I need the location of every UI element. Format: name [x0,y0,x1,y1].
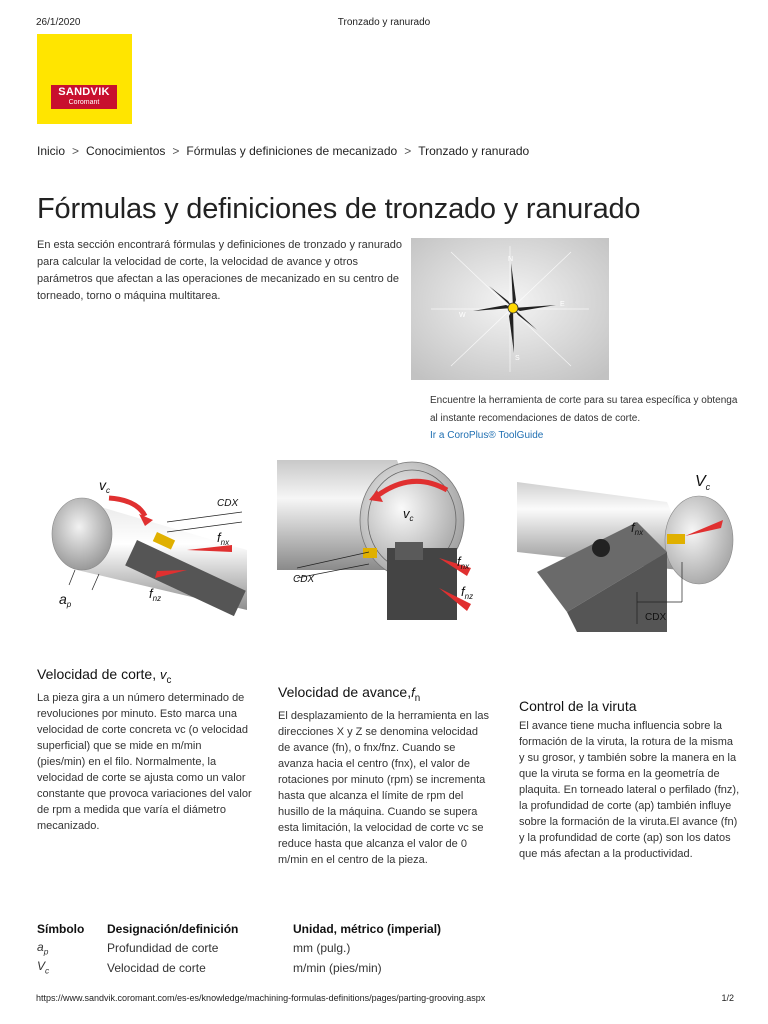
intro-text: En esta sección encontrará fórmulas y definiciones de tronzado y ranurado para calcular la velocidad de corte, la velocidad de avance y otros parámetros que afectan a las operaciones de mecanizado en su centro de torneado, torno o máquina multitarea. [37,239,403,302]
breadcrumb-item-inicio[interactable]: Inicio [37,144,66,158]
vc-label-main: v [99,477,106,493]
svg-text:vc [99,477,110,495]
table-cell-unit: m/min (pies/min) [293,960,382,975]
compass-w-label: W [459,312,466,319]
feed-speed-heading [278,684,490,704]
feed-speed-body: El desplazamiento de la herramienta en las direcciones X y Z se denomina velocidad de avance (fn), o fnx/fnz. Cuando se avanza hacia el centro (fnx), el valor de rotaciones por minuto (rpm) se incrementa hasta que alcanza el límite de rpm del husillo de la máquina. Cuando se supera esta limitación, la velocidad de corte vc se reduce hasta que alcanza el valor de 0 m/min en el centro de la pieza. [278,709,489,866]
feed-speed-diagram [277,460,487,630]
feed-speed-heading-text: Velocidad de avance, [278,684,412,700]
vc-label-sub: c [106,486,110,495]
sandvik-logo[interactable] [37,34,132,124]
chip-control-section [519,698,741,862]
vc-label-sub: c [409,514,414,523]
table-cell-definition: Profundidad de corte [107,941,219,956]
feed-speed-section [278,684,490,868]
breadcrumb-separator: > [404,144,412,158]
vc3-label-sub: c [705,482,711,492]
symbol-sub: p [43,946,49,957]
page-title: Fórmulas y definiciones de tronzado y ranurado [37,193,641,225]
fnx-label-main: f [217,530,221,545]
fnx-label-sub: nx [634,528,644,537]
breadcrumb-separator: > [72,144,80,158]
feed-speed-symbol-sub: n [414,692,421,704]
print-footer-url: https://www.sandvik.coromant.com/es-es/knowledge/machining-formulas-definitions/pages/parting-grooving.aspx [36,993,486,1003]
logo-brand: SANDVIK [58,86,110,98]
cdx-label: CDX [217,498,239,509]
print-page-number: 1/2 [721,993,734,1003]
fnz-label-main: f [461,584,465,599]
fnz-label-sub: nz [152,594,162,603]
compass-s-label: S [515,355,520,362]
cutting-speed-symbol-sub: c [166,674,172,686]
table-header-unit: Unidad, métrico (imperial) [293,922,442,936]
breadcrumb-item-current: Tronzado y ranurado [418,144,530,158]
vc3-label-main: V [695,473,706,490]
ap-label-main: a [59,591,67,607]
fnx-label-main: f [631,520,635,535]
promo-text: Encuentre la herramienta de corte para su tarea específica y obtenga al instante recomendaciones de datos de corte. [430,395,738,424]
table-row [37,959,457,978]
symbol-text: a [37,940,44,954]
fnz-label-sub: nz [464,592,474,601]
svg-text:ap [59,591,72,609]
feed-speed-symbol: f [411,685,415,700]
svg-text:Vc [695,473,711,492]
symbol-table [37,922,457,979]
fnz-label-main: f [149,586,153,601]
fnx-label-sub: nx [220,538,230,547]
cdx-label: CDX [645,612,667,623]
cutting-speed-section [37,666,252,834]
table-header-row [37,922,457,940]
fnx-label-sub: nx [460,562,470,571]
chip-control-heading: Control de la viruta [519,698,637,714]
compass-e-label: E [560,301,565,308]
cutting-speed-symbol: v [159,667,167,682]
table-cell-symbol [37,959,107,978]
breadcrumb-item-formulas[interactable]: Fórmulas y definiciones de mecanizado [186,144,398,158]
logo-badge [51,85,117,109]
symbol-sub: c [45,965,50,976]
cutting-speed-diagram [37,470,259,620]
hero-compass-image [411,238,609,380]
cutting-speed-body: La pieza gira a un número determinado de revoluciones por minuto. Esto marca una velocidad de corte concreta vc (o velocidad superficial) que se mide en m/min (pies/min) en el filo. Normalmente, la velocidad de corte se ajusta como un valor constante que provoca variaciones del valor de rpm a medida que varía el diámetro mecanizado. [37,691,252,832]
cutting-speed-heading [37,666,252,686]
print-title: Tronzado y ranurado [337,17,431,28]
breadcrumb [37,144,529,158]
breadcrumb-separator: > [172,144,180,158]
chip-control-body: El avance tiene mucha influencia sobre la formación de la viruta, la rotura de la misma y su grosor, y también sobre la manera en la que la viruta se forma en la geometría de plaquita. En torneado lateral o perfilado (fnz), la profundidad de corte (ap) también influye sobre la formación de la viruta.El avance (fn) y la profundidad de corte (ap) son los datos que más afectan a la productividad. [519,720,740,860]
compass-n-label: N [508,256,514,263]
svg-text:fnx [457,554,470,571]
table-header-designation: Designación/definición [107,922,239,936]
svg-text:fnx [217,530,230,547]
breadcrumb-item-conocimientos[interactable]: Conocimientos [86,144,166,158]
table-cell-definition: Velocidad de corte [107,960,206,975]
table-cell-unit: mm (pulg.) [293,941,351,956]
logo-sub: Coromant [68,99,100,106]
toolguide-link[interactable]: Ir a CoroPlus® ToolGuide [430,430,544,441]
print-date: 26/1/2020 [36,17,81,28]
table-header-symbol: Símbolo [37,922,85,936]
svg-text:fnz [461,584,473,601]
vc-label-main: v [403,506,410,521]
chip-control-diagram [517,462,739,637]
fnx-label-main: f [457,554,461,569]
table-row [37,940,457,959]
cdx-label: CDX [293,574,315,585]
cutting-speed-heading-text: Velocidad de corte, [37,666,160,682]
table-cell-symbol [37,940,107,959]
ap-label-sub: p [66,600,72,609]
symbol-text: V [37,959,46,974]
